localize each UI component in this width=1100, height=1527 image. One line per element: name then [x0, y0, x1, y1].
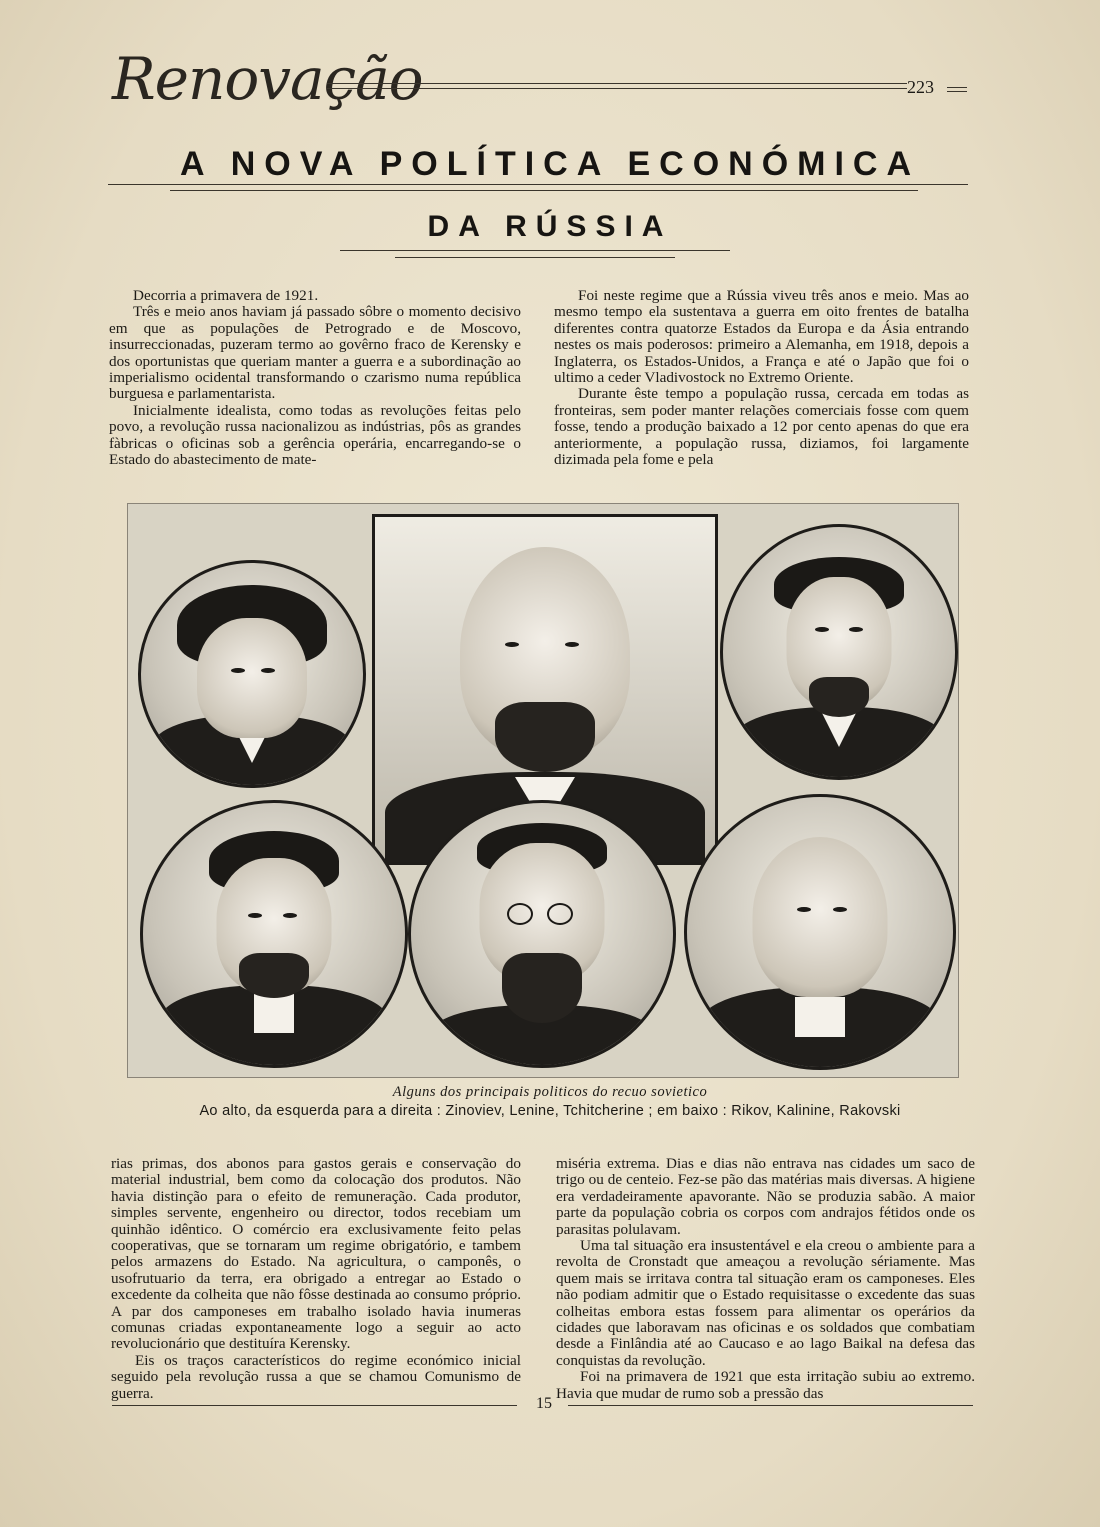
portrait-rakovski — [684, 794, 956, 1070]
paragraph: Foi na primavera de 1921 que esta irritação subiu ao extremo. Havia que mudar de rumo sob a pressão das — [556, 1368, 975, 1402]
article-title-line1: A NOVA POLÍTICA ECONÓMICA — [179, 145, 921, 183]
paragraph: Foi neste regime que a Rússia viveu três anos e meio. Mas ao mesmo tempo ela sustentava a guerra em oito frentes de batalha diferentes contra quatorze Estados da Europa e da Ásia entrando nestes os mais poderosos: primeiro a Alemanha, em 1918, depois a Inglaterra, os Estados-Unidos, a França e até o Japão que foi o ultimo a ceder Vladivostock no Extremo Oriente. — [554, 287, 969, 387]
glasses — [547, 903, 573, 925]
page-folio: 15 — [536, 1395, 552, 1412]
collar — [254, 993, 294, 1033]
paragraph: miséria extrema. Dias e dias não entrava nas cidades um saco de trigo ou de centeio. Fez-se pão das matérias mais diversas. A higiene era verdadeiramente apavorante. Não se produzia sabão. A maior parte da população cobria os corpos com andrajos fétidos onde os parasitas polulavam. — [556, 1155, 975, 1238]
portrait-zinoviev — [138, 560, 366, 788]
title-rule-bottom2 — [395, 257, 675, 258]
masthead — [112, 45, 972, 113]
eye — [505, 642, 519, 647]
footer-rule-right — [568, 1405, 973, 1406]
paragraph: Três e meio anos haviam já passado sôbre o momento decisivo em que as populações de Petrogrado e de Moscovo, insurreccionadas, puzeram termo ao govêrno fraco de Kerensky e dos oportunistas que queriam manter a guerra e a subordinação ao imperialismo ocidental transformando o czarismo numa república burguesa e parlamentarista. — [109, 303, 521, 403]
header-rule — [327, 83, 907, 89]
logo-text: Renovação — [112, 45, 423, 113]
face — [753, 837, 888, 997]
title-rule-bottom — [340, 250, 730, 251]
paragraph: Durante êste tempo a população russa, cercada em todas as fronteiras, sem poder manter relações comerciais fosse com quem fosse, tendo a produção baixado a 12 por cento apenas do que era anteriormente, a população russa, diziamos, foi largamente dizimada pela fome e pela — [554, 385, 969, 469]
beard — [495, 702, 595, 772]
column-bottom-right — [556, 1156, 975, 1402]
paragraph: rias primas, dos abonos para gastos gerais e conservação do material industrial, bem como da colocação dos produtos. Não havia distinção para o efeito de remuneração. Cada produtor, simples servente, engenheiro ou director, todos recebiam um quinhão idêntico. O comércio era exclusivamente feito pelas cooperativas, que se tornaram um regime obrigatório, e tambem pelos armazens do Estado. Na agricultura, o camponês, o usofrutuario da terra, era obrigado a entregar ao Estado o excedente da colheita que não fôsse destinada ao consumo próprio. A par dos camponeses em trabalho isolado havia inumeras comunas criadas expontaneamente logo a seguir ao acto revolucionário que destituíra Kerensky. — [111, 1155, 521, 1353]
eye — [815, 627, 829, 632]
eye — [797, 907, 811, 912]
footer — [0, 1395, 1100, 1415]
portrait-kalinine — [408, 800, 676, 1068]
eye — [261, 668, 275, 673]
eye — [248, 913, 262, 918]
eye — [565, 642, 579, 647]
glasses — [507, 903, 533, 925]
portrait-tchitcherine — [720, 524, 958, 780]
beard — [809, 677, 869, 717]
page-number: 223 — [907, 77, 934, 97]
column-top-right — [554, 288, 969, 468]
footer-rule-left — [112, 1405, 517, 1406]
eye — [833, 907, 847, 912]
collar — [795, 997, 845, 1037]
portrait-rikov — [140, 800, 408, 1068]
paragraph: Inicialmente idealista, como todas as revoluções feitas pelo povo, a revolução russa nacionalizou as indústrias, pôs as grandes fàbricas o oficinas sob a gerência operária, encarregando-se o Estado do abastecimento de mate- — [109, 401, 521, 469]
magazine-logo — [112, 45, 423, 113]
article-title-line2: DA RÚSSIA — [427, 210, 673, 243]
title-rule-top — [108, 184, 968, 185]
paragraph: Eis os traços característicos do regime económico inicial seguido pela revolução russa a que se chamou Comunismo de guerra. — [111, 1351, 521, 1402]
beard — [239, 953, 309, 998]
eye — [849, 627, 863, 632]
eye — [231, 668, 245, 673]
paragraph: Uma tal situação era insustentável e ela creou o ambiente para a revolta de Cronstadt que ameaçou a revolução sériamente. Mas quem mais se irritava contra tal situação eram os camponeses. Eles não podiam admitir que o Estado requisitasse o excedente das suas colheitas embora estas fossem para alimentar os operários da cidades que laboravam nas oficinas e os soldados que combatiam desde a Finlândia até ao Caucaso e ao lago Baikal na defesa das conquistas da revolução. — [556, 1237, 975, 1369]
eye — [283, 913, 297, 918]
portrait-photo-panel — [127, 503, 959, 1078]
face — [197, 618, 307, 738]
column-bottom-left — [111, 1156, 521, 1402]
title-rule-second — [170, 190, 918, 191]
paragraph: Decorria a primavera de 1921. — [133, 287, 319, 304]
beard — [502, 953, 582, 1023]
column-top-left — [109, 288, 521, 468]
figure-caption-names: Ao alto, da esquerda para a direita : Zinoviev, Lenine, Tchitcherine ; em baixo : Rikov, Kalinine, Rakovski — [199, 1103, 901, 1119]
figure-caption-title: Alguns dos principais politicos do recuo sovietico — [392, 1084, 708, 1100]
